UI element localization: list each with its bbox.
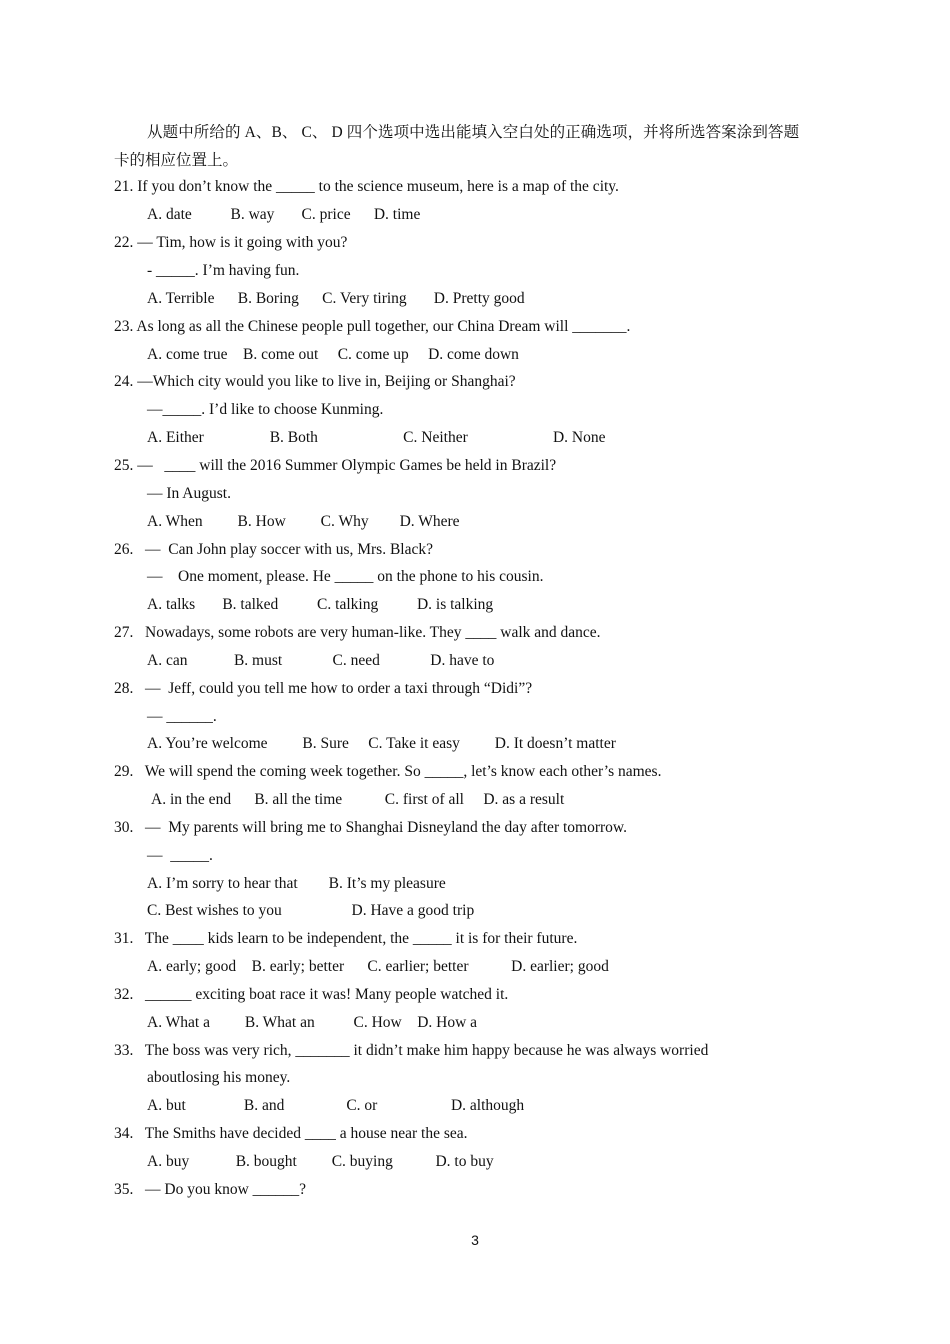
question-28-stem: 28. — Jeff, could you tell me how to order a taxi through “Didi”? <box>114 680 533 697</box>
question-29-options: A. in the end B. all the time C. first of all D. as a result <box>151 791 565 808</box>
question-28-response: — ______. <box>147 708 217 725</box>
question-32-stem: 32. ______ exciting boat race it was! Many people watched it. <box>114 986 509 1003</box>
question-23-options: A. come true B. come out C. come up D. come down <box>147 346 519 363</box>
question-31-stem: 31. The ____ kids learn to be independent, the _____ it is for their future. <box>114 930 578 947</box>
question-25-stem: 25. — ____ will the 2016 Summer Olympic Games be held in Brazil? <box>114 457 557 474</box>
question-31-options: A. early; good B. early; better C. earlier; better D. earlier; good <box>147 958 609 975</box>
question-25-response: — In August. <box>147 485 231 502</box>
question-33-stem-continued: aboutlosing his money. <box>147 1069 291 1086</box>
question-22-stem: 22. — Tim, how is it going with you? <box>114 234 348 251</box>
question-24-response: —_____. I’d like to choose Kunming. <box>147 401 384 418</box>
question-26-response: — One moment, please. He _____ on the phone to his cousin. <box>147 568 544 585</box>
question-22-response: - _____. I’m having fun. <box>147 262 300 279</box>
question-21-options: A. date B. way C. price D. time <box>147 206 421 223</box>
question-25-options: A. When B. How C. Why D. Where <box>147 513 460 530</box>
question-30-response: — _____. <box>147 847 213 864</box>
question-23-stem: 23. As long as all the Chinese people pull together, our China Dream will _______. <box>114 318 631 335</box>
question-28-options: A. You’re welcome B. Sure C. Take it easy D. It doesn’t matter <box>147 735 616 752</box>
question-24-stem: 24. —Which city would you like to live in, Beijing or Shanghai? <box>114 373 516 390</box>
question-21-stem: 21. If you don’t know the _____ to the science museum, here is a map of the city. <box>114 178 619 195</box>
question-33-stem: 33. The boss was very rich, _______ it didn’t make him happy because he was always worried <box>114 1042 709 1059</box>
question-30-options-row-1: A. I’m sorry to hear that B. It’s my pleasure <box>147 875 446 892</box>
question-34-options: A. buy B. bought C. buying D. to buy <box>147 1153 494 1170</box>
question-26-options: A. talks B. talked C. talking D. is talking <box>147 596 494 613</box>
question-24-options: A. Either B. Both C. Neither D. None <box>147 429 606 446</box>
page-number: 3 <box>471 1232 479 1248</box>
question-26-stem: 26. — Can John play soccer with us, Mrs. Black? <box>114 541 433 558</box>
question-33-options: A. but B. and C. or D. although <box>147 1097 525 1114</box>
question-34-stem: 34. The Smiths have decided ____ a house near the sea. <box>114 1125 468 1142</box>
question-27-stem: 27. Nowadays, some robots are very human-like. They ____ walk and dance. <box>114 624 601 641</box>
question-29-stem: 29. We will spend the coming week together. So _____, let’s know each other’s names. <box>114 763 662 780</box>
question-35-stem: 35. — Do you know ______? <box>114 1181 307 1198</box>
question-30-options-row-2: C. Best wishes to you D. Have a good trip <box>147 902 475 919</box>
question-27-options: A. can B. must C. need D. have to <box>147 652 495 669</box>
question-30-stem: 30. — My parents will bring me to Shanghai Disneyland the day after tomorrow. <box>114 819 627 836</box>
instructions-line-2: 卡的相应位置上。 <box>114 152 239 169</box>
question-32-options: A. What a B. What an C. How D. How a <box>147 1014 478 1031</box>
instructions-line-1: 从题中所给的 A、B、 C、 D 四个选项中选出能填入空白处的正确选项，并将所选答案涂到答题 <box>147 124 800 141</box>
question-22-options: A. Terrible B. Boring C. Very tiring D. Pretty good <box>147 290 525 307</box>
